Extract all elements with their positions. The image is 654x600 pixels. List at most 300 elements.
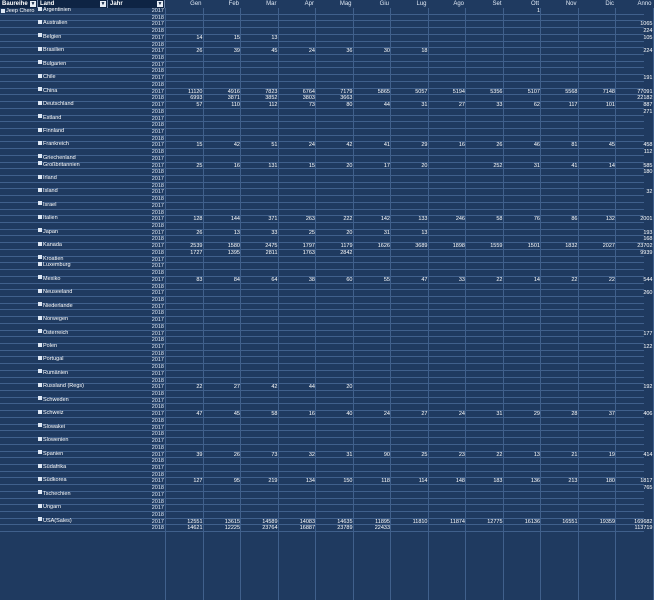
table-row — [0, 102, 653, 109]
table-cell: 90 — [383, 451, 390, 458]
table-cell: 2811 — [265, 249, 278, 256]
table-cell: 133 — [418, 216, 428, 223]
table-cell: 5865 — [377, 88, 390, 95]
table-cell: 14 — [533, 276, 540, 283]
year-label: 2017 — [151, 438, 164, 445]
table-cell: 12775 — [487, 518, 503, 525]
country-label: Slowakei — [43, 423, 66, 430]
country-label: Argentinien — [43, 7, 71, 13]
table-cell: 22 — [608, 276, 615, 283]
column-header: Ago — [429, 0, 467, 8]
country-label: Tschechien — [43, 490, 71, 497]
table-cell: 13 — [533, 451, 540, 458]
table-cell: 29 — [421, 142, 428, 149]
year-label: 2017 — [151, 61, 164, 68]
table-cell: 2001 — [640, 216, 653, 223]
country-label: Spanien — [43, 450, 64, 457]
table-cell: 28 — [571, 411, 578, 418]
table-cell: 16 — [308, 411, 315, 418]
table-cell: 13615 — [224, 518, 240, 525]
table-cell: 101 — [605, 102, 615, 109]
table-row — [0, 276, 653, 284]
table-cell: 31 — [383, 229, 390, 236]
table-cell: 4916 — [227, 88, 240, 95]
table-row — [0, 229, 653, 237]
table-cell: 73 — [271, 451, 278, 458]
year-label: 2017 — [151, 256, 164, 263]
year-label: 2017 — [151, 330, 164, 337]
table-cell: 112 — [268, 102, 278, 109]
table-cell: 44 — [383, 102, 390, 109]
table-cell: 80 — [346, 102, 353, 109]
country-label: Luxemburg — [43, 262, 71, 269]
table-cell: 219 — [268, 478, 278, 485]
country-label: Estland — [43, 114, 62, 121]
table-cell: 458 — [643, 142, 653, 149]
table-cell: 42 — [271, 384, 278, 391]
header-jahr[interactable] — [108, 0, 165, 8]
table-cell: 16551 — [562, 518, 578, 525]
table-cell: 19 — [608, 451, 615, 458]
table-cell: 11810 — [412, 518, 428, 525]
table-cell: 22 — [496, 451, 503, 458]
country-label: Irland — [43, 175, 57, 181]
year-label: 2018 — [151, 28, 164, 35]
filter-icon[interactable]: ▼ — [100, 1, 106, 7]
table-cell: 131 — [268, 162, 278, 169]
year-label: 2017 — [151, 384, 164, 391]
year-label: 2017 — [151, 155, 164, 162]
year-label: 2018 — [151, 337, 164, 344]
country-label: Deutschland — [43, 101, 74, 108]
country-label: Russland (Regs) — [43, 383, 84, 390]
country-label: Ungarn — [43, 504, 62, 511]
table-cell: 2842 — [340, 249, 353, 256]
year-label: 2018 — [151, 95, 164, 102]
grid-line — [578, 8, 579, 600]
country-label: Australien — [43, 20, 68, 27]
table-cell: 23789 — [337, 525, 353, 532]
header-baureihe[interactable] — [0, 0, 38, 8]
year-label: 2018 — [151, 364, 164, 371]
column-header: Lug — [391, 0, 429, 8]
table-cell: 122 — [643, 344, 653, 350]
table-row — [0, 216, 653, 223]
country-label: USA(Sales) — [43, 517, 72, 524]
year-label: 2017 — [151, 189, 164, 196]
table-cell: 33 — [271, 229, 278, 236]
year-label: 2017 — [151, 370, 164, 377]
table-cell: 95 — [233, 478, 240, 485]
year-label: 2018 — [151, 525, 164, 532]
table-cell: 13 — [233, 229, 240, 236]
table-cell: 1501 — [527, 243, 540, 250]
table-row — [0, 62, 644, 69]
table-cell: 414 — [643, 451, 653, 458]
year-label: 2017 — [151, 505, 164, 512]
country-label: Portugal — [43, 356, 64, 363]
grid-line — [353, 8, 354, 600]
year-label: 2018 — [151, 249, 164, 256]
table-cell: 1832 — [565, 243, 578, 250]
year-label: 2017 — [151, 344, 164, 350]
table-cell: 14589 — [262, 518, 278, 525]
country-label: Mexiko — [43, 275, 61, 282]
header-baureihe-label: Baureihe — [2, 1, 28, 7]
year-label: 2018 — [151, 135, 164, 142]
table-cell: 15 — [308, 162, 315, 169]
year-label: 2017 — [151, 317, 164, 324]
table-cell: 11895 — [375, 518, 390, 525]
year-label: 2017 — [151, 21, 164, 28]
table-cell: 27 — [458, 102, 465, 109]
series-label: Jeep Chero — [6, 8, 35, 14]
table-cell: 118 — [381, 478, 390, 485]
table-cell: 42 — [233, 142, 240, 149]
table-cell: 26 — [196, 48, 203, 55]
year-label: 2018 — [151, 404, 164, 411]
table-cell: 29 — [533, 411, 540, 418]
year-label: 2018 — [151, 485, 164, 492]
table-cell: 81 — [571, 142, 578, 149]
table-cell: 1817 — [640, 478, 653, 485]
table-cell: 134 — [305, 478, 315, 485]
column-header: Set — [466, 0, 504, 8]
table-cell: 1065 — [640, 21, 653, 28]
table-cell: 1797 — [302, 243, 315, 250]
table-cell: 1727 — [190, 249, 203, 256]
table-row — [0, 189, 653, 196]
year-label: 2018 — [151, 182, 164, 189]
table-row — [0, 478, 653, 485]
year-label: 2018 — [151, 283, 164, 290]
table-cell: 2027 — [602, 243, 615, 250]
country-label: Japan — [43, 228, 58, 235]
table-row — [0, 176, 644, 183]
table-cell: 127 — [193, 478, 203, 485]
year-label: 2017 — [151, 478, 164, 485]
table-cell: 30 — [383, 48, 390, 55]
grid-line — [428, 8, 429, 600]
year-label: 2018 — [151, 108, 164, 115]
table-cell: 23764 — [262, 525, 278, 532]
year-label: 2018 — [151, 377, 164, 384]
table-cell: 21 — [571, 451, 578, 458]
column-header: Mag — [316, 0, 354, 8]
grid-line — [503, 8, 504, 600]
country-label: Finnland — [43, 127, 65, 134]
table-cell: 5107 — [527, 88, 540, 95]
year-label: 2017 — [151, 290, 164, 297]
year-label: 2017 — [151, 464, 164, 471]
table-cell: 14635 — [337, 518, 353, 525]
table-cell: 22182 — [637, 95, 653, 102]
table-cell: 20 — [346, 162, 353, 169]
table-cell: 14621 — [187, 525, 203, 532]
table-row — [0, 304, 644, 311]
table-cell: 38 — [308, 276, 315, 283]
column-header: Nov — [541, 0, 579, 8]
table-cell: 27 — [233, 384, 240, 391]
column-header: Feb — [204, 0, 242, 8]
table-row — [0, 75, 653, 82]
table-cell: 2539 — [190, 243, 203, 250]
year-label: 2018 — [151, 296, 164, 303]
table-cell: 585 — [643, 162, 653, 169]
table-cell: 3689 — [415, 243, 428, 250]
table-cell: 20 — [346, 229, 353, 236]
table-row — [0, 88, 653, 96]
table-cell: 191 — [643, 75, 653, 82]
table-cell: 544 — [643, 276, 653, 283]
table-row — [0, 505, 644, 512]
year-label: 2017 — [151, 8, 164, 14]
table-row — [0, 162, 653, 170]
grid-line — [653, 8, 654, 600]
table-row — [0, 203, 644, 210]
table-cell: 26 — [233, 451, 240, 458]
year-label: 2017 — [151, 276, 164, 283]
table-cell: 25 — [421, 451, 428, 458]
year-label: 2018 — [151, 122, 164, 129]
table-cell: 32 — [646, 189, 653, 196]
year-label: 2017 — [151, 88, 164, 95]
table-cell: 41 — [571, 162, 578, 169]
table-cell: 128 — [193, 216, 203, 223]
table-row — [0, 48, 653, 55]
filter-icon[interactable]: ▼ — [30, 1, 36, 7]
table-cell: 41 — [383, 142, 390, 149]
table-cell: 27 — [421, 411, 428, 418]
country-label: Frankreich — [43, 141, 69, 148]
country-label: Brasilien — [43, 47, 65, 54]
table-cell: 887 — [643, 102, 653, 109]
column-header: Mar — [241, 0, 279, 8]
country-label: Neuseeland — [43, 289, 73, 296]
grid-line — [465, 8, 466, 600]
column-header: Gen — [166, 0, 204, 8]
table-row — [0, 357, 644, 364]
country-label: Rumänien — [43, 369, 69, 376]
year-label: 2017 — [151, 451, 164, 458]
table-cell: 14083 — [299, 518, 315, 525]
table-cell: 406 — [643, 411, 653, 418]
table-row — [0, 243, 653, 250]
year-label: 2018 — [151, 169, 164, 176]
table-cell: 148 — [455, 478, 465, 485]
year-label: 2017 — [151, 491, 164, 498]
year-label: 2017 — [151, 424, 164, 431]
year-label: 2017 — [151, 518, 164, 525]
table-cell: 45 — [608, 142, 615, 149]
year-label: 2017 — [151, 243, 164, 250]
year-label: 2018 — [151, 458, 164, 465]
table-cell: 47 — [421, 276, 428, 283]
table-cell: 55 — [383, 276, 390, 283]
table-cell: 117 — [568, 102, 578, 109]
year-label: 2017 — [151, 202, 164, 209]
year-label: 2018 — [151, 512, 164, 518]
column-header: Dic — [579, 0, 617, 8]
table-cell: 246 — [455, 216, 465, 223]
table-cell: 5568 — [565, 88, 578, 95]
table-row — [0, 263, 644, 270]
year-label: 2017 — [151, 142, 164, 149]
country-label: Griechenland — [43, 154, 76, 161]
table-cell: 9939 — [640, 249, 653, 256]
table-cell: 26 — [196, 229, 203, 236]
table-cell: 22 — [196, 384, 203, 391]
country-label: Slowenien — [43, 437, 69, 444]
year-label: 2018 — [151, 444, 164, 451]
year-label: 2018 — [151, 81, 164, 88]
table-cell: 3663 — [340, 95, 353, 102]
table-cell: 5356 — [490, 88, 503, 95]
filter-icon[interactable]: ▼ — [157, 1, 163, 7]
table-cell: 31 — [421, 102, 428, 109]
table-cell: 14 — [608, 162, 615, 169]
table-row — [0, 371, 644, 378]
country-label: Island — [43, 188, 58, 195]
grid-line — [390, 8, 391, 600]
table-row — [0, 465, 644, 472]
table-cell: 2475 — [265, 243, 278, 250]
table-cell: 177 — [643, 330, 653, 337]
year-label: 2018 — [151, 41, 164, 48]
year-label: 2017 — [151, 75, 164, 82]
table-cell: 19359 — [599, 518, 615, 525]
table-cell: 24 — [383, 411, 390, 418]
table-cell: 31 — [533, 162, 540, 169]
table-cell: 20 — [346, 384, 353, 391]
table-cell: 1559 — [490, 243, 503, 250]
table-cell: 112 — [643, 149, 653, 156]
table-cell: 12225 — [224, 525, 240, 532]
table-cell: 16 — [233, 162, 240, 169]
year-label: 2018 — [151, 431, 164, 438]
table-row — [0, 142, 653, 149]
table-row — [0, 317, 644, 324]
grid-line — [315, 8, 316, 600]
table-cell: 150 — [343, 478, 353, 485]
table-cell: 1 — [536, 8, 540, 14]
table-cell: 132 — [605, 216, 615, 223]
country-label: Polen — [43, 343, 58, 349]
table-cell: 39 — [233, 48, 240, 55]
year-label: 2018 — [151, 14, 164, 21]
year-label: 2017 — [151, 48, 164, 55]
year-label: 2018 — [151, 196, 164, 203]
table-cell: 84 — [233, 276, 240, 283]
grid-line — [540, 8, 541, 600]
year-label: 2017 — [151, 115, 164, 122]
table-cell: 144 — [230, 216, 240, 223]
table-cell: 62 — [533, 102, 540, 109]
table-cell: 6993 — [190, 95, 203, 102]
country-label: Bulgarien — [43, 60, 67, 67]
table-cell: 271 — [643, 108, 653, 115]
table-row — [0, 290, 653, 297]
year-label: 2018 — [151, 417, 164, 424]
table-cell: 7823 — [265, 88, 278, 95]
table-cell: 14 — [196, 34, 203, 41]
year-label: 2018 — [151, 270, 164, 277]
table-cell: 24 — [308, 142, 315, 149]
table-cell: 3871 — [227, 95, 240, 102]
table-cell: 110 — [231, 102, 240, 109]
table-row — [0, 21, 653, 28]
table-cell: 224 — [643, 28, 653, 35]
table-cell: 263 — [305, 216, 315, 223]
table-row — [0, 492, 644, 499]
table-cell: 7148 — [602, 88, 615, 95]
table-cell: 1179 — [340, 243, 353, 250]
header-land-label: Land — [40, 1, 55, 7]
year-label: 2018 — [151, 391, 164, 398]
table-cell: 11120 — [188, 88, 203, 95]
table-cell: 22433 — [374, 525, 390, 532]
table-cell: 193 — [643, 229, 653, 236]
country-label: Österreich — [43, 329, 69, 336]
table-cell: 76 — [533, 216, 540, 223]
year-label: 2017 — [151, 397, 164, 404]
table-cell: 33 — [458, 276, 465, 283]
table-cell: 11874 — [450, 518, 465, 525]
country-label: Südkorea — [43, 477, 67, 484]
table-cell: 36 — [346, 48, 353, 55]
table-cell: 22 — [571, 276, 578, 283]
table-cell: 168 — [643, 236, 653, 243]
table-cell: 222 — [343, 216, 353, 223]
country-label: Norwegen — [43, 316, 69, 323]
year-label: 2018 — [151, 55, 164, 62]
table-cell: 142 — [380, 216, 390, 223]
year-label: 2018 — [151, 310, 164, 317]
country-label: Großbritannien — [43, 161, 80, 168]
table-cell: 765 — [643, 485, 653, 492]
table-cell: 51 — [271, 142, 278, 149]
year-label: 2018 — [151, 471, 164, 478]
table-row — [0, 451, 653, 459]
table-cell: 18 — [421, 48, 428, 55]
year-label: 2017 — [151, 229, 164, 236]
table-cell: 25 — [196, 162, 203, 169]
table-cell: 46 — [533, 142, 540, 149]
table-row — [0, 116, 644, 123]
year-label: 2017 — [151, 357, 164, 364]
table-cell: 192 — [643, 384, 653, 391]
table-cell: 105 — [643, 34, 653, 41]
table-cell: 39 — [196, 451, 203, 458]
table-cell: 113719 — [634, 525, 653, 532]
table-cell: 57 — [196, 102, 203, 109]
table-cell: 16136 — [524, 518, 540, 525]
table-row — [0, 518, 653, 526]
table-row — [0, 384, 653, 391]
table-cell: 23 — [458, 451, 465, 458]
table-cell: 86 — [571, 216, 578, 223]
country-label: Südafrika — [43, 463, 67, 470]
table-cell: 25 — [308, 229, 315, 236]
table-row — [0, 344, 653, 351]
table-cell: 24 — [308, 48, 315, 55]
table-row — [0, 330, 653, 338]
table-cell: 7179 — [340, 88, 353, 95]
year-label: 2018 — [151, 323, 164, 330]
country-label: Israel — [43, 201, 57, 208]
table-row — [0, 425, 644, 432]
table-cell: 58 — [496, 216, 503, 223]
